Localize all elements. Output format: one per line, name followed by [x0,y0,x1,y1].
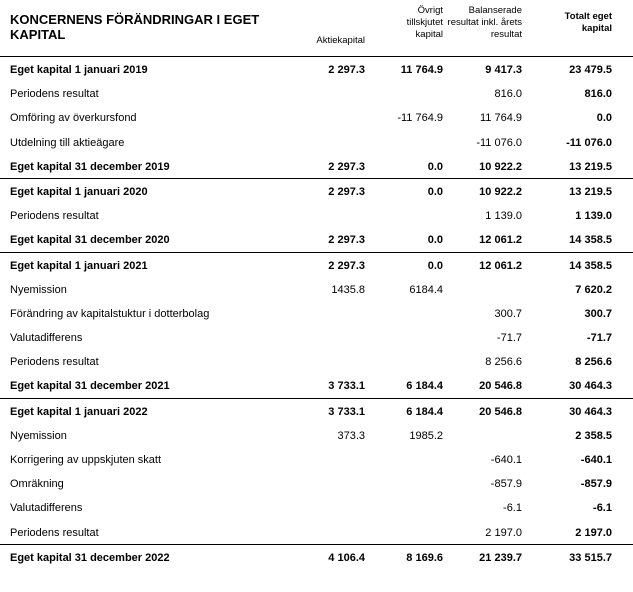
cell-balanserade: 21 239.7 [479,551,522,564]
table-row [0,105,633,129]
table-row [0,227,633,251]
cell-balanserade: 11 764.9 [479,112,522,125]
cell-ovrigt: 0.0 [427,234,443,247]
table-row [0,130,633,154]
table-row [0,471,633,495]
cell-ovrigt: 8 169.6 [406,551,443,564]
cell-totalt: 14 358.5 [569,234,612,247]
cell-ovrigt: 1985.2 [409,429,443,442]
row-label: Omföring av överkursfond [10,112,137,125]
row-label: Eget kapital 31 december 2019 [10,160,170,173]
row-label: Förändring av kapitalstuktur i dotterbolag [10,307,210,320]
column-header-totalt-eget-kapital: Totalt eget kapital [564,11,612,34]
row-label: Eget kapital 1 januari 2020 [10,185,148,198]
cell-aktiekapital: 3 733.1 [328,405,365,418]
cell-aktiekapital: 3 733.1 [328,380,365,393]
cell-balanserade: -640.1 [490,454,522,466]
cell-balanserade: -11 076.0 [476,136,522,149]
row-label: Eget kapital 31 december 2020 [10,234,170,247]
cell-totalt: 33 515.7 [569,551,612,564]
cell-ovrigt: -11 764.9 [397,112,443,125]
cell-aktiekapital: 1435.8 [331,283,365,296]
cell-totalt: 1 139.0 [575,210,612,223]
table-row [0,252,633,277]
cell-balanserade: 816.0 [494,88,522,101]
table-header [0,0,633,50]
cell-ovrigt: 6 184.4 [406,380,443,393]
table-row [0,203,633,227]
cell-balanserade: 10 922.2 [479,160,522,173]
cell-totalt: 300.7 [584,307,612,320]
cell-totalt: 8 256.6 [575,356,612,369]
column-header-balanserade-resultat: Balanserade resultat inkl. årets resultat [447,5,522,40]
row-label: Utdelning till aktieägare [10,136,125,149]
cell-balanserade: 8 256.6 [485,356,522,369]
table-row [0,495,633,519]
cell-totalt: 13 219.5 [569,160,612,173]
table-row [0,398,633,423]
cell-ovrigt: 0.0 [427,185,443,198]
table-row [0,447,633,471]
cell-totalt: 14 358.5 [569,259,612,272]
row-label: Eget kapital 31 december 2022 [10,551,170,564]
table-row [0,520,633,544]
table-row [0,423,633,447]
table-row [0,178,633,203]
cell-totalt: 2 358.5 [575,429,612,442]
cell-totalt: -71.7 [586,332,612,345]
table-row [0,544,633,569]
cell-balanserade: 2 197.0 [485,526,522,539]
cell-totalt: 13 219.5 [569,185,612,198]
cell-totalt: 2 197.0 [575,526,612,539]
cell-totalt: 0.0 [596,112,612,125]
cell-aktiekapital: 4 106.4 [328,551,365,564]
cell-balanserade: 9 417.3 [485,64,522,76]
cell-balanserade: 10 922.2 [479,185,522,198]
cell-balanserade: 20 546.8 [479,380,522,393]
cell-totalt: -857.9 [580,478,612,491]
table-row [0,56,633,81]
row-label: Eget kapital 1 januari 2019 [10,64,148,76]
cell-totalt: -640.1 [580,454,612,466]
cell-balanserade: 300.7 [494,307,522,320]
table-row [0,277,633,301]
cell-balanserade: -857.9 [490,478,522,491]
table-title: KONCERNENS FÖRÄNDRINGAR I EGET KAPITAL [10,12,260,42]
cell-aktiekapital: 373.3 [337,429,365,442]
table-row [0,154,633,178]
cell-ovrigt: 0.0 [427,160,443,173]
table-row [0,301,633,325]
cell-aktiekapital: 2 297.3 [328,185,365,198]
row-label: Eget kapital 1 januari 2021 [10,259,148,272]
cell-totalt: 7 620.2 [575,283,612,296]
column-header-aktiekapital: Aktiekapital [316,35,365,46]
row-label: Eget kapital 1 januari 2022 [10,405,148,418]
row-label: Periodens resultat [10,210,99,223]
cell-aktiekapital: 2 297.3 [328,234,365,247]
cell-totalt: -6.1 [593,502,612,515]
table-row [0,349,633,373]
cell-totalt: 816.0 [584,88,612,101]
row-label: Nyemission [10,283,67,296]
row-label: Valutadifferens [10,502,83,515]
cell-totalt: -11 076.0 [566,136,612,149]
cell-balanserade: -71.7 [496,332,522,345]
row-label: Nyemission [10,429,67,442]
cell-balanserade: -6.1 [503,502,522,515]
cell-ovrigt: 11 764.9 [400,64,443,76]
cell-balanserade: 12 061.2 [479,259,522,272]
row-label: Periodens resultat [10,526,99,539]
table-body [0,56,633,569]
cell-totalt: 23 479.5 [569,64,612,76]
table-row [0,373,633,397]
column-header-ovrigt-tillskjutet-kapital: Övrigt tillskjutet kapital [406,5,443,40]
cell-totalt: 30 464.3 [569,405,612,418]
cell-aktiekapital: 2 297.3 [328,64,365,76]
table-row [0,81,633,105]
cell-balanserade: 20 546.8 [479,405,522,418]
row-label: Korrigering av uppskjuten skatt [10,454,162,466]
cell-ovrigt: 0.0 [427,259,443,272]
table-row [0,325,633,349]
cell-ovrigt: 6 184.4 [406,405,443,418]
row-label: Valutadifferens [10,332,83,345]
cell-aktiekapital: 2 297.3 [328,160,365,173]
cell-ovrigt: 6184.4 [409,283,443,296]
row-label: Periodens resultat [10,356,99,369]
row-label: Omräkning [10,478,64,491]
cell-balanserade: 1 139.0 [485,210,522,223]
row-label: Periodens resultat [10,88,99,101]
cell-aktiekapital: 2 297.3 [328,259,365,272]
cell-balanserade: 12 061.2 [479,234,522,247]
row-label: Eget kapital 31 december 2021 [10,380,170,393]
cell-totalt: 30 464.3 [569,380,612,393]
